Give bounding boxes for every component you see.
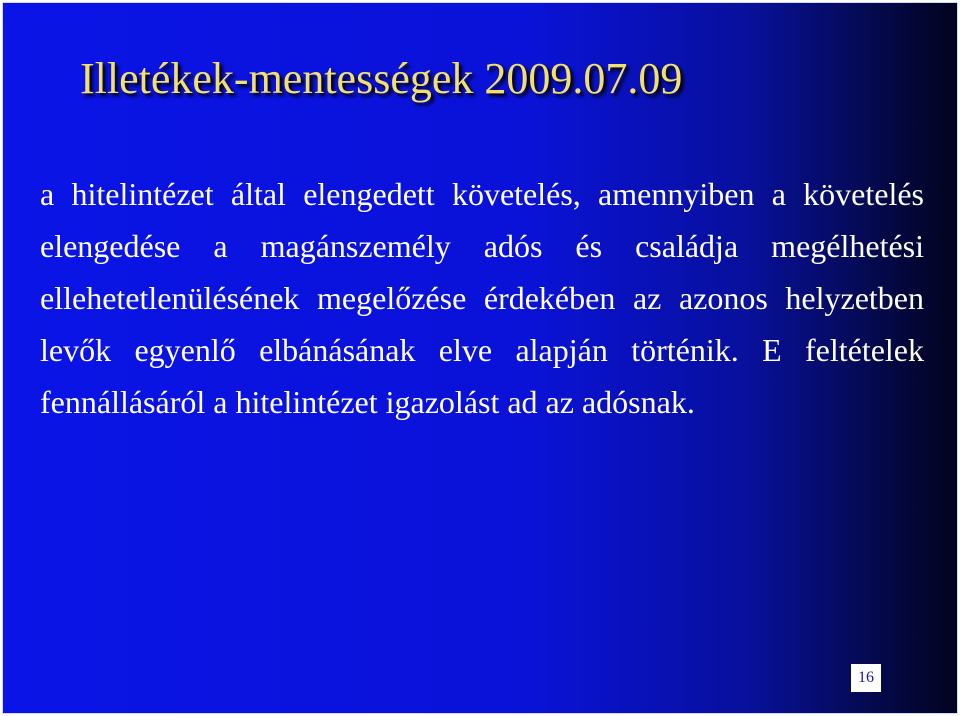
slide-body-text: a hitelintézet által elengedett követelés, amennyiben a követelés elengedése a magánszemély adós és családja megélhetési ellehetetlenülésének megelőzése érdekében az azonos helyzetben levők egyenlő elbánásának elve alapján történik. E feltételek fennállásáról a hitelintézet igazolást ad az adósnak. [40,176,924,420]
page-number: 16 [851,664,881,692]
slide-title: Illetékek-mentességek 2009.07.09 [80,54,683,103]
